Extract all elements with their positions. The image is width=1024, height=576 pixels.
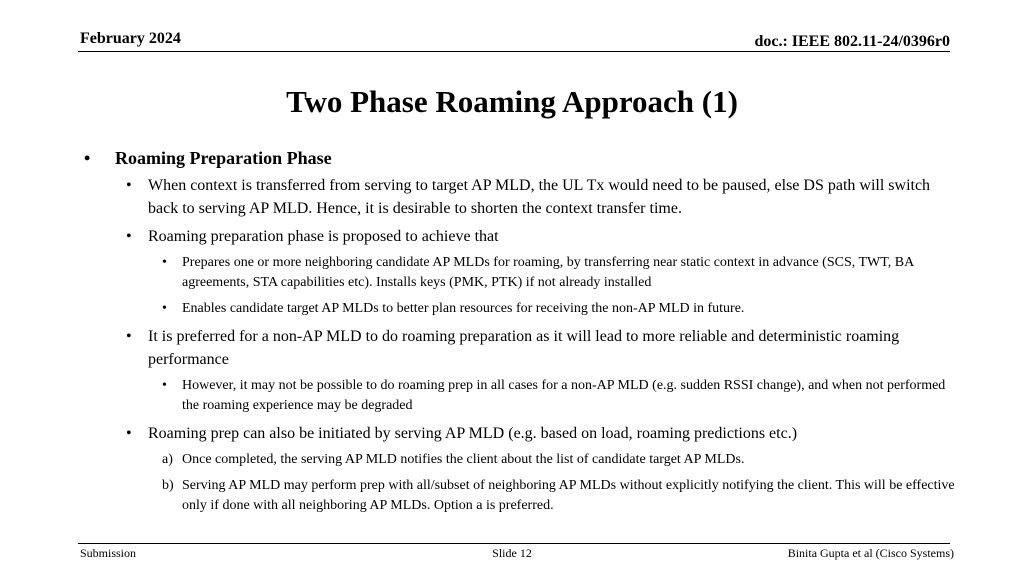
numbered-item-text: Serving AP MLD may perform prep with all/subset of neighboring AP MLDs without explicitly notifying the client. This will be effective only if done with all neighboring AP MLDs. Option a is preferred. (182, 478, 955, 513)
bullet-level3 (84, 253, 964, 293)
bullet-dot-icon: • (126, 228, 132, 245)
bullet-text: Roaming preparation phase is proposed to achieve that (148, 228, 499, 245)
bullet-level2 (84, 174, 964, 220)
list-marker: a) (162, 452, 173, 467)
bullet-dot-icon: • (126, 328, 132, 345)
slide-content (84, 146, 964, 522)
numbered-item (84, 476, 964, 516)
footer-submission: Submission (80, 546, 137, 560)
header-date: February 2024 (80, 30, 181, 47)
numbered-item-text: Once completed, the serving AP MLD notifies the client about the list of candidate target AP MLDs. (182, 452, 745, 467)
bullet-level2 (84, 225, 964, 248)
header-doc-id: doc.: IEEE 802.11-24/0396r0 (754, 33, 950, 50)
bullet-dot-icon: • (162, 255, 167, 270)
numbered-item (84, 450, 964, 470)
footer-authors: Binita Gupta et al (Cisco Systems) (787, 546, 954, 560)
bullet-text: Roaming prep can also be initiated by serving AP MLD (e.g. based on load, roaming predictions etc.) (148, 425, 798, 442)
bullet-level3 (84, 299, 964, 319)
bullet-text: However, it may not be possible to do roaming prep in all cases for a non-AP MLD (e.g. sudden RSSI change), and when not performed the roaming experience may be degraded (182, 378, 946, 413)
header-divider (78, 51, 950, 52)
bullet-text: Enables candidate target AP MLDs to better plan resources for receiving the non-AP MLD in future. (182, 301, 745, 316)
bullet-level2 (84, 325, 964, 371)
bullet-dot-icon: • (84, 148, 91, 168)
bullet-level2 (84, 422, 964, 445)
bullet-level3 (84, 376, 964, 416)
bullet-dot-icon: • (162, 301, 167, 316)
bullet-dot-icon: • (126, 177, 132, 194)
list-marker: b) (162, 478, 174, 493)
bullet-level1 (84, 146, 964, 170)
bullet-text: When context is transferred from serving to target AP MLD, the UL Tx would need to be paused, else DS path will switch back to serving AP MLD. Hence, it is desirable to shorten the context transfer time. (148, 177, 931, 217)
footer-divider (78, 543, 950, 544)
bullet-dot-icon: • (162, 378, 167, 393)
slide-title: Two Phase Roaming Approach (1) (286, 84, 738, 119)
bullet-dot-icon: • (126, 425, 132, 442)
footer-slide-number: Slide 12 (492, 546, 532, 560)
bullet-text: Prepares one or more neighboring candidate AP MLDs for roaming, by transferring near static context in advance (SCS, TWT, BA agreements, STA capabilities etc). Installs keys (PMK, PTK) if not already installed (182, 255, 914, 290)
bullet-text: Roaming Preparation Phase (115, 148, 332, 168)
bullet-text: It is preferred for a non-AP MLD to do roaming preparation as it will lead to more reliable and deterministic roaming performance (148, 328, 900, 368)
